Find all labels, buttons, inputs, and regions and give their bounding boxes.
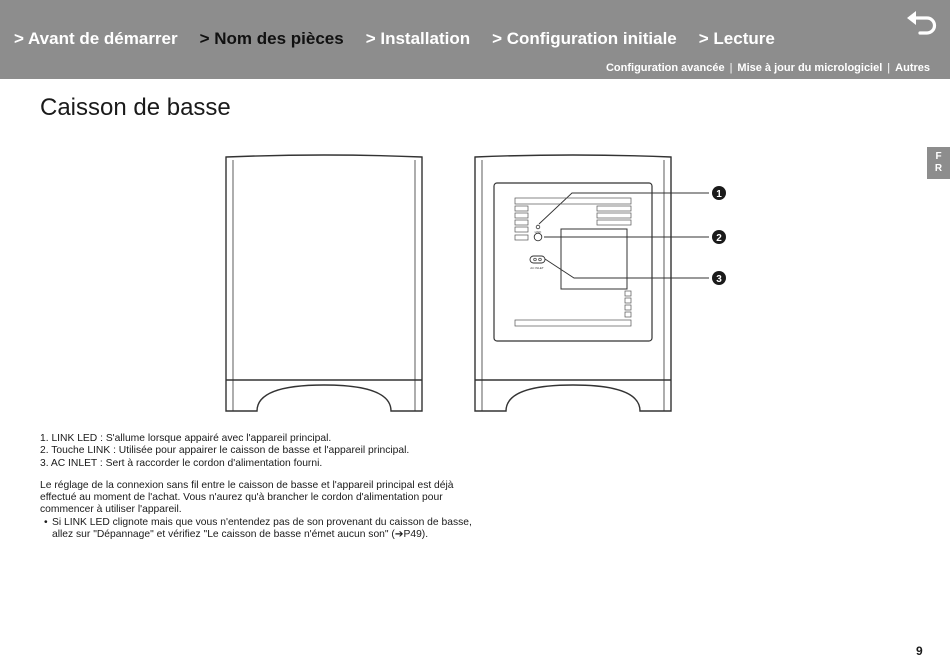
- callout-1: [712, 186, 726, 200]
- language-tab: [927, 147, 950, 179]
- nav-installation[interactable]: > Installation: [365, 29, 471, 48]
- nav-avant-de-demarrer[interactable]: > Avant de démarrer: [14, 29, 178, 48]
- bullet-marker: •: [44, 516, 48, 528]
- subnav-mise-a-jour[interactable]: Mise à jour du micrologiciel: [737, 62, 883, 74]
- subwoofer-front-view: [226, 155, 422, 411]
- language-letter: R: [934, 163, 943, 174]
- subnav-separator: |: [887, 62, 891, 74]
- callout-number: 3: [716, 274, 722, 285]
- callout-number: 2: [716, 233, 722, 244]
- callout-2: [712, 230, 726, 244]
- language-letter: F: [935, 151, 942, 162]
- troubleshooting-text: Si LINK LED clignote mais que vous n'entendez pas de son provenant du caisson de basse, allez sur "Dépannage" et vérifiez "Le caisson de basse n'émet aucun son" (➔P49).: [52, 516, 472, 541]
- main-nav: [14, 27, 797, 51]
- description-block: [40, 433, 480, 541]
- parts-list-item: 3. AC INLET : Sert à raccorder le cordon d'alimentation fourni.: [40, 457, 323, 469]
- connection-paragraph: Le réglage de la connexion sans fil entre le caisson de basse et l'appareil principal est déjà effectué au moment de l'achat. Vous n'aurez qu'à brancher le cordon d'alimentation pour commencer à utiliser l'appareil.: [40, 479, 454, 516]
- sub-nav: [606, 62, 930, 74]
- subwoofer-illustration: [218, 150, 738, 415]
- nav-configuration-initiale[interactable]: > Configuration initiale: [492, 29, 677, 48]
- back-arrow-icon[interactable]: [905, 8, 939, 38]
- ac-inlet-label: AC INLET: [530, 266, 544, 270]
- page-title: Caisson de basse: [40, 94, 231, 121]
- nav-lecture[interactable]: > Lecture: [698, 29, 775, 48]
- subnav-autres[interactable]: Autres: [895, 62, 930, 74]
- page-number: 9: [916, 644, 923, 658]
- troubleshooting-note: [40, 517, 480, 542]
- parts-list: [40, 433, 480, 470]
- subnav-configuration-avancee[interactable]: Configuration avancée: [605, 62, 725, 74]
- nav-nom-des-pieces[interactable]: > Nom des pièces: [199, 29, 344, 48]
- callout-3: [712, 271, 726, 285]
- parts-list-item: 2. Touche LINK : Utilisée pour appairer le caisson de basse et l'appareil principal.: [40, 445, 410, 457]
- link-label: LINK: [534, 230, 542, 234]
- subnav-separator: |: [729, 62, 733, 74]
- header-bar: [0, 0, 950, 79]
- callout-number: 1: [716, 189, 722, 200]
- parts-list-item: 1. LINK LED : S'allume lorsque appairé avec l'appareil principal.: [40, 433, 332, 444]
